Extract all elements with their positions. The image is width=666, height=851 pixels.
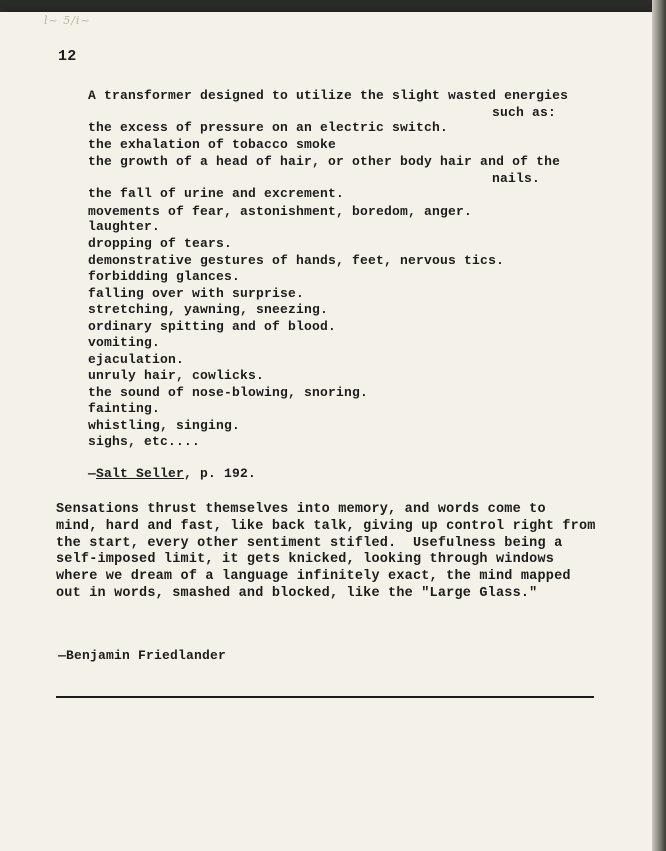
poem-line: the growth of a head of hair, or other body hair and of the [88,154,561,169]
prose-line: where we dream of a language infinitely exact, the mind mapped [56,569,571,584]
poem-line: dropping of tears. [88,236,233,251]
page-edge-shadow [652,0,666,851]
poem-line: forbidding glances. [88,269,241,284]
poem-line: vomiting. [88,335,161,350]
poem-line: demonstrative gestures of hands, feet, nervous tics. [88,253,505,268]
citation-page: , p. 192. [184,466,257,481]
corner-pencil-mark: l~ 5/i~ [44,14,91,27]
poem-line: movements of fear, astonishment, boredom, anger. [88,204,473,219]
poem-line: ordinary spitting and of blood. [88,319,337,334]
prose-line: mind, hard and fast, like back talk, giving up control right from [56,519,596,534]
citation-dash: — [88,466,97,481]
author-signature: —Benjamin Friedlander [58,648,227,663]
prose-line: the start, every other sentiment stifled. Usefulness being a [56,536,563,551]
prose-line: self-imposed limit, it gets knicked, looking through windows [56,552,555,567]
poem-line: whistling, singing. [88,418,241,433]
poem-line: laughter. [88,219,161,234]
poem-line: nails. [492,171,541,186]
poem-line: unruly hair, cowlicks. [88,368,265,383]
horizontal-rule [56,696,594,698]
poem-intro: A transformer designed to utilize the slight wasted energies [88,88,569,103]
page-number: 12 [58,48,77,65]
poem-line: the excess of pressure on an electric switch. [88,120,449,135]
poem-line: the fall of urine and excrement. [88,186,345,201]
poem-line: sighs, etc.... [88,434,201,449]
poem-line: the sound of nose-blowing, snoring. [88,385,369,400]
poem-line: ejaculation. [88,352,185,367]
poem-intro-continued: such as: [492,105,557,120]
prose-line: out in words, smashed and blocked, like the "Large Glass." [56,586,538,601]
citation-title: Salt Seller [96,466,185,481]
prose-line: Sensations thrust themselves into memory, and words come to [56,502,546,517]
poem-line: the exhalation of tobacco smoke [88,137,337,152]
citation [88,466,256,481]
poem-line: stretching, yawning, sneezing. [88,302,329,317]
poem-line: fainting. [88,401,161,416]
poem-line: falling over with surprise. [88,286,305,301]
